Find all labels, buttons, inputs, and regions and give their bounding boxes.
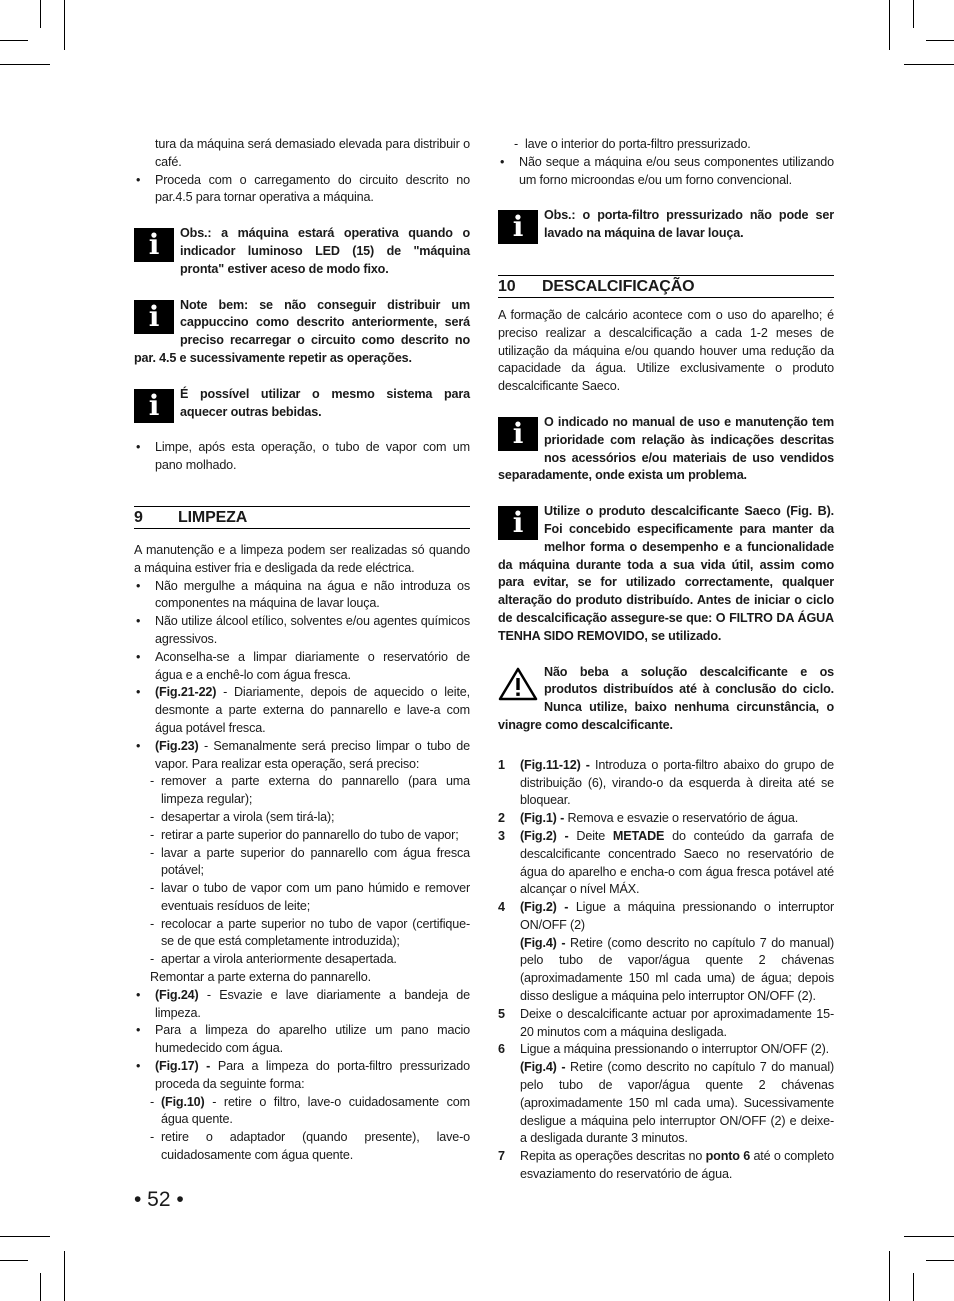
info-icon: i <box>498 210 538 244</box>
info-icon: i <box>498 417 538 451</box>
list-item: - (Fig.10) - retire o filtro, lave-o cuidadosamente com água quente. <box>150 1094 470 1130</box>
crop-mark <box>913 0 914 28</box>
step-list <box>498 757 834 1184</box>
bullet-list <box>134 172 470 208</box>
list-item: 2 (Fig.1) - Remova e esvazie o reservatório de água. <box>498 810 834 828</box>
step-number: 5 <box>498 1006 505 1021</box>
figure-ref: (Fig.10) <box>161 1094 205 1109</box>
section-intro: A manutenção e a limpeza podem ser realizadas só quando a máquina estiver fria e desligada da rede eléctrica. <box>134 542 470 575</box>
list-item: • Não seque a máquina e/ou seus componentes utilizando um forno microondas e/ou um forno convencional. <box>498 154 834 190</box>
list-item: 3 (Fig.2) - Deite METADE do conteúdo da garrafa de descalcificante concentrado Saeco no reservatório de água do aparelho e encha-o com água fresca potável até alcançar o nível MÁX. <box>498 828 835 897</box>
list-item: 5 Deixe o descalcificante actuar por aproximadamente 15-20 minutos com a máquina desligada. <box>498 1006 834 1039</box>
figure-ref: (Fig.17) - <box>155 1059 211 1074</box>
figure-ref: (Fig.4) - <box>520 1060 566 1075</box>
figure-ref: (Fig.2) - <box>520 900 569 915</box>
crop-mark <box>889 1251 890 1301</box>
dash-list <box>150 1094 470 1165</box>
note-text: Obs.: o porta-filtro pressurizado não pode ser lavado na máquina de lavar louça. <box>544 208 834 241</box>
figure-ref: (Fig.11-12) - <box>520 757 590 772</box>
list-item: • (Fig.23) - Semanalmente será preciso limpar o tubo de vapor. Para realizar esta operação, será preciso: - remover a parte externa do pannarello (para uma limpeza regular); - desapertar a virola (sem tirá-la); - retirar a parte superior do pannarello do tubo de vapor; - lavar a parte superior do pannarello com água fresca potável; - lavar o tubo de vapor com um pano húmido e remover eventuais resíduos de leite; - recolocar a parte superior no tubo de vapor (certifique-se de que está completamente introduzida); - apertar a virola anteriormente desapertada. Remontar a parte externa do pannarello. <box>134 738 470 987</box>
info-note <box>498 414 834 485</box>
step-number: 3 <box>498 828 505 843</box>
crop-mark <box>0 1236 50 1237</box>
info-note <box>134 297 470 368</box>
warning-note <box>498 664 834 735</box>
list-item: - apertar a virola anteriormente desapertada. <box>150 951 470 969</box>
dash-list <box>150 773 470 969</box>
crop-mark <box>40 0 41 28</box>
warning-icon <box>498 667 538 701</box>
note-text: Obs.: a máquina estará operativa quando o indicador luminoso LED (15) de "máquina pronta" estiver aceso de modo fixo. <box>180 226 470 276</box>
section-intro: A formação de calcário acontece com o uso do aparelho; é preciso realizar a descalcificação a cada 1-2 meses de utilização da máquina e/ou quando houver uma redução da capacidade da água. Utilize exclusivamente o produto descalcificante Saeco. <box>498 307 834 394</box>
section-heading <box>134 506 470 529</box>
info-icon: i <box>134 228 174 262</box>
crop-mark <box>904 1236 954 1237</box>
crop-mark <box>0 40 28 41</box>
list-item: - retire o adaptador (quando presente), lave-o cuidadosamente com água quente. <box>150 1129 470 1165</box>
figure-ref: (Fig.23) <box>155 738 199 753</box>
step-number: 7 <box>498 1149 505 1164</box>
crop-mark <box>40 1273 41 1301</box>
step-number: 4 <box>498 900 505 915</box>
note-text: Note bem: se não conseguir distribuir um cappuccino como descrito anteriormente, será preciso recarregar o circuito como descrito no par. 4.5 e sucessivamente repetir as operações. <box>134 297 470 365</box>
info-note <box>498 503 834 645</box>
crop-mark <box>0 1260 28 1261</box>
info-note <box>498 207 834 243</box>
list-item: 4 (Fig.2) - Ligue a máquina pressionando o interruptor ON/OFF (2) (Fig.4) - Retire (como descrito no capítulo 7 do manual) pelo tubo de vapor/água quente 2 chávenas (aproximadamente 150 ml cada uma) de água; depois disso desligue a máquina pelo interruptor ON/OFF (2). <box>498 900 835 1004</box>
crop-mark <box>0 64 50 65</box>
list-item: • Para a limpeza do aparelho utilize um pano macio humedecido com água. <box>134 1022 470 1058</box>
section-title: LIMPEZA <box>178 508 248 526</box>
list-item: • Aconselha-se a limpar diariamente o reservatório de água e a enchê-lo com água fresca. <box>134 649 470 685</box>
page-number: • 52 • <box>134 1188 184 1211</box>
crop-mark <box>904 64 954 65</box>
bullet-list <box>498 154 834 190</box>
list-item: - lave o interior do porta-filtro pressurizado. <box>514 136 834 154</box>
figure-ref: (Fig.2) - <box>520 828 569 843</box>
list-item: 7 Repita as operações descritas no ponto 6 até o completo esvaziamento do reservatório de água. <box>498 1149 835 1182</box>
list-item: • (Fig.24) - Esvazie e lave diariamente a bandeja de limpeza. <box>134 987 470 1023</box>
list-item: • Não utilize álcool etílico, solventes e/ou agentes químicos agressivos. <box>134 613 470 649</box>
bullet-list <box>134 439 470 475</box>
info-note <box>134 386 470 422</box>
section-heading <box>498 275 834 298</box>
figure-ref: (Fig.21-22) <box>155 685 217 700</box>
list-item: - recolocar a parte superior no tubo de vapor (certifique-se de que está completamente introduzida); <box>150 916 470 952</box>
step-number: 2 <box>498 811 505 826</box>
list-item: 6 Ligue a máquina pressionando o interruptor ON/OFF (2). (Fig.4) - Retire (como descrito no capítulo 7 do manual) pelo tubo de vapor/água quente 2 chávenas (aproximadamente 150 ml cada uma). Sucessivamente desligue a máquina pelo interruptor ON/OFF (2) e deixe-a desligada durante 3 minutos. <box>498 1042 835 1146</box>
list-item: • (Fig.17) - Para a limpeza do porta-filtro pressurizado proceda da seguinte forma: - (Fig.10) - retire o filtro, lave-o cuidadosamente com água quente. - retire o adaptador (quando presente), lave-o cuidadosamente com água quente. <box>134 1058 470 1165</box>
note-text: É possível utilizar o mesmo sistema para aquecer outras bebidas. <box>180 386 470 419</box>
list-item: - remover a parte externa do pannarello (para uma limpeza regular); <box>150 773 470 809</box>
info-icon: i <box>134 300 174 334</box>
section-number: 10 <box>498 277 516 295</box>
remontar-text: Remontar a parte externa do pannarello. <box>150 970 371 985</box>
dash-list <box>514 136 834 154</box>
crop-mark <box>64 1251 65 1301</box>
figure-ref: (Fig.24) <box>155 987 199 1002</box>
list-item: - lavar o tubo de vapor com um pano húmido e remover eventuais resíduos de leite; <box>150 880 470 916</box>
list-item: 1 (Fig.11-12) - Introduza o porta-filtro abaixo do grupo de distribuição (6), virando-o da esquerda à direita até se bloquear. <box>498 757 835 808</box>
section-number: 9 <box>134 508 143 526</box>
info-icon: i <box>498 506 538 540</box>
list-item: - desapertar a virola (sem tirá-la); <box>150 809 470 827</box>
note-text: Utilize o produto descalcificante Saeco (Fig. B). Foi concebido especificamente para manter da melhor forma o desempenho e a funcionalidade da máquina durante toda a sua vida útil, assim como para evitar, se for utilizado correctamente, qualquer alteração do produto distribuído. Antes de iniciar o ciclo de descalcificação assegure-se que: O FILTRO DA ÁGUA TENHA SIDO REMOVIDO, se utilizado. <box>498 504 834 643</box>
crop-mark <box>913 1273 914 1301</box>
note-text: Não beba a solução descalcificante e os produtos distribuídos até à conclusão do ciclo. Nunca utilize, baixo nenhuma circunstância, o vinagre como descalcificante. <box>498 664 834 732</box>
right-column <box>498 136 834 1184</box>
crop-mark <box>926 1260 954 1261</box>
list-item: • Não mergulhe a máquina na água e não introduza os componentes na máquina de lavar louça. <box>134 578 470 614</box>
crop-mark <box>64 0 65 50</box>
list-item: • Proceda com o carregamento do circuito descrito no par.4.5 para tornar operativa a máquina. <box>134 172 470 208</box>
list-item: • Limpe, após esta operação, o tubo de vapor com um pano molhado. <box>134 439 470 475</box>
info-note <box>134 225 470 278</box>
step-number: 1 <box>498 757 505 772</box>
continued-text: tura da máquina será demasiado elevada para distribuir o café. <box>155 137 470 169</box>
list-item: - lavar a parte superior do pannarello com água fresca potável; <box>150 845 470 881</box>
crop-mark <box>889 0 890 50</box>
crop-mark <box>926 40 954 41</box>
list-item: • (Fig.21-22) - Diariamente, depois de aquecido o leite, desmonte a parte externa do pannarello e lave-a com água potável fresca. <box>134 684 470 737</box>
left-column <box>134 136 470 1165</box>
note-text: O indicado no manual de uso e manutenção tem prioridade com relação às indicações descritas nos acessórios e/ou materiais de uso vendidos separadamente, onde exista um problema. <box>498 414 834 483</box>
info-icon: i <box>134 389 174 423</box>
bullet-list <box>134 578 470 1165</box>
step-number: 6 <box>498 1042 505 1057</box>
figure-ref: (Fig.4) - <box>520 935 566 950</box>
figure-ref: (Fig.1) - <box>520 811 565 826</box>
list-item: - retirar a parte superior do pannarello do tubo de vapor; <box>150 827 470 845</box>
section-title: DESCALCIFICAÇÃO <box>542 277 695 295</box>
